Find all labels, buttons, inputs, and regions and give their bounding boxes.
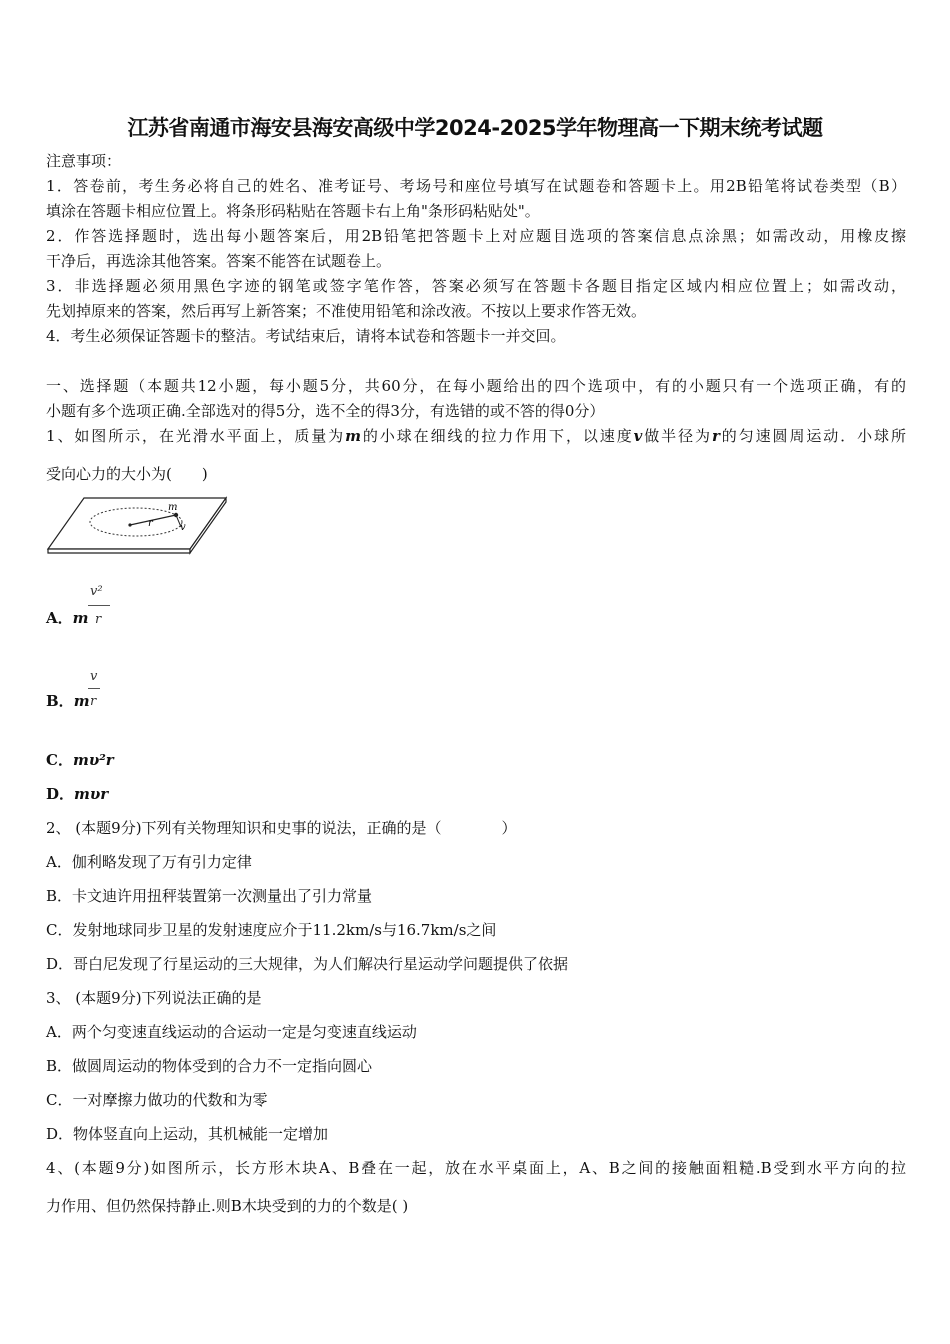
q1-figure [44,492,230,558]
q2-option-b[interactable]: B．卡文迪许用扭秤装置第一次测量出了引力常量 [46,887,373,905]
q3-option-b[interactable]: B．做圆周运动的物体受到的合力不一定指向圆心 [46,1057,373,1075]
label-r: r [148,518,153,529]
q1-option-a-fraction-bar [88,605,110,606]
q3-option-d[interactable]: D．物体竖直向上运动，其机械能一定增加 [46,1125,329,1143]
notice-heading: 注意事项： [46,152,122,170]
q2-option-d[interactable]: D．哥白尼发现了行星运动的三大规律，为人们解决行星运动学问题提供了依据 [46,955,569,973]
label-v: v [180,522,186,533]
q3-stem: 3、 (本题9分)下列说法正确的是 [46,989,262,1007]
notice-line: 先划掉原来的答案，然后再写上新答案；不准使用铅笔和涂改液。不按以上要求作答无效。 [46,302,647,320]
q2-stem: 2、 (本题9分)下列有关物理知识和史事的说法，正确的是（ ） [46,819,517,837]
notice-line: 干净后，再选涂其他答案。答案不能答在试题卷上。 [46,252,392,270]
notice-line: 2．作答选择题时，选出每小题答案后，用2B铅笔把答题卡上对应题目选项的答案信息点涂黑；如需改动，用橡皮擦 [46,227,906,245]
q3-option-c[interactable]: C．一对摩擦力做功的代数和为零 [46,1091,268,1109]
q4-stem-line2: 力作用、但仍然保持静止.则B木块受到的力的个数是( ) [46,1197,409,1215]
q3-option-a[interactable]: A．两个匀变速直线运动的合运动一定是匀变速直线运动 [46,1023,417,1041]
page-title: 江苏省南通市海安县海安高级中学2024-2025学年物理高一下期末统考试题 [127,116,823,140]
q1-option-a-numerator: v² [90,584,103,599]
q1-option-d[interactable]: D．mυr [46,785,109,803]
q4-stem-line1: 4、(本题9分)如图所示，长方形木块A、B叠在一起，放在水平桌面上，A、B之间的接触面粗糙.B受到水平方向的拉 [46,1159,906,1177]
q1-option-c[interactable]: C．mυ²r [46,751,114,769]
notice-line: 1．答卷前，考生务必将自己的姓名、准考证号、考场号和座位号填写在试题卷和答题卡上。用2B铅笔将试卷类型（B） [46,177,906,195]
plane-edge [48,549,190,553]
notice-line: 3．非选择题必须用黑色字迹的钢笔或签字笔作答，答案必须写在答题卡各题目指定区域内相应位置上；如需改动， [46,277,906,295]
notice-line: 填涂在答题卡相应位置上。将条形码粘贴在答题卡右上角"条形码粘贴处"。 [46,202,540,220]
notice-line: 4．考生必须保证答题卡的整洁。考试结束后，请将本试卷和答题卡一并交回。 [46,327,566,345]
q2-option-a[interactable]: A．伽利略发现了万有引力定律 [46,853,252,871]
q1-stem-line1: 1、如图所示，在光滑水平面上，质量为m的小球在细线的拉力作用下，以速度v做半径为r的匀速圆周运动．小球所 [46,427,906,445]
q1-option-b-numerator: v [90,669,98,684]
label-m: m [168,502,178,513]
center-point [128,523,131,526]
q1-option-a[interactable]: A．m [46,609,89,627]
section-heading: 一、选择题（本题共12小题，每小题5分，共60分，在每小题给出的四个选项中，有的小题只有一个选项正确，有的 [46,377,906,395]
q1-option-b-fraction-bar [88,688,100,689]
q1-option-b[interactable]: B．m [46,692,90,710]
q1-option-a-denominator: r [95,612,102,627]
section-heading-cont: 小题有多个选项正确.全部选对的得5分，选不全的得3分，有选错的或不答的得0分） [46,402,605,420]
q1-stem-line2: 受向心力的大小为( ) [46,465,208,483]
q2-option-c[interactable]: C．发射地球同步卫星的发射速度应介于11.2km/s与16.7km/s之间 [46,921,497,939]
q1-option-b-denominator: r [90,694,97,709]
